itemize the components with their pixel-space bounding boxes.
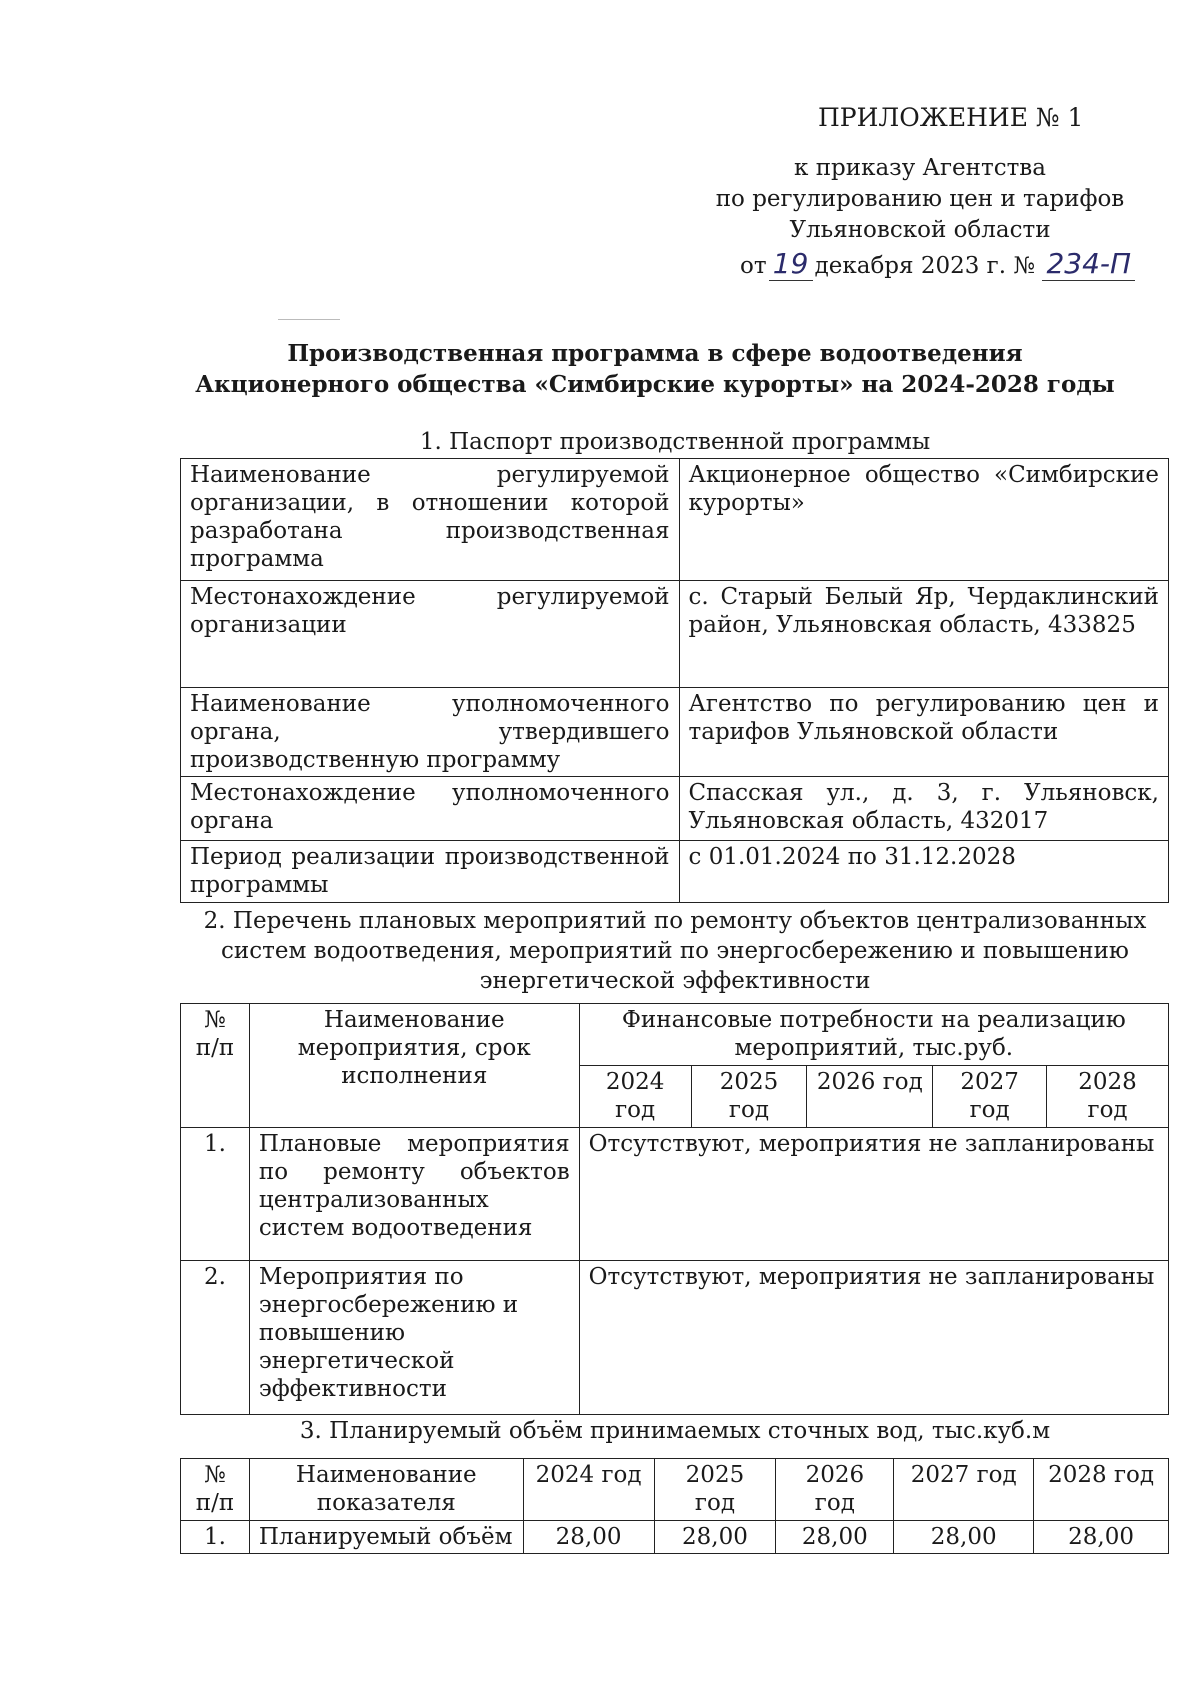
year-header: 2028 год [1047, 1066, 1169, 1128]
table-row [181, 459, 1169, 581]
passport-value: с. Старый Белый Яр, Чердаклинский район, Ульяновская область, 433825 [679, 581, 1168, 688]
year-header: 2026 год [807, 1066, 933, 1128]
order-date-rest: декабря 2023 г. № [814, 253, 1036, 279]
row-number: 2. [181, 1261, 250, 1415]
volume-table [180, 1458, 1169, 1554]
row-number: 1. [181, 1521, 250, 1554]
measure-status: Отсутствуют, мероприятия не запланированы [579, 1128, 1168, 1261]
measure-status: Отсутствуют, мероприятия не запланированы [579, 1261, 1168, 1415]
appendix-line-2: по регулированию цен и тарифов [715, 186, 1125, 212]
document-title-line-1: Производственная программа в сфере водоотведения [287, 340, 1023, 367]
row-number: 1. [181, 1128, 250, 1261]
year-header: 2025 год [654, 1459, 776, 1521]
document-title-line-2: Акционерного общества «Симбирские курорты» на 2024-2028 годы [195, 371, 1115, 398]
year-header: 2024 год [523, 1459, 654, 1521]
scan-artifact [278, 319, 340, 320]
handwritten-order-number: 234-П [1042, 247, 1135, 281]
table-header-row [181, 1459, 1169, 1521]
table-row [181, 777, 1169, 841]
handwritten-day: 19 [769, 247, 813, 281]
passport-label: Наименование уполномоченного органа, утвердившего производственную программу [181, 688, 680, 777]
passport-label: Наименование регулируемой организации, в отношении которой разработана производственная программа [181, 459, 680, 581]
passport-value: с 01.01.2024 по 31.12.2028 [679, 841, 1168, 903]
passport-value: Спасская ул., д. 3, г. Ульяновск, Ульяновская область, 432017 [679, 777, 1168, 841]
year-header: 2027 год [894, 1459, 1034, 1521]
year-header: 2027 год [933, 1066, 1047, 1128]
measures-table [180, 1003, 1169, 1415]
passport-table [180, 458, 1169, 903]
volume-value: 28,00 [894, 1521, 1034, 1554]
year-header: 2028 год [1034, 1459, 1169, 1521]
passport-label: Местонахождение уполномоченного органа [181, 777, 680, 841]
volume-value: 28,00 [654, 1521, 776, 1554]
column-header-name: Наименование мероприятия, срок исполнения [249, 1004, 579, 1128]
table-row [181, 1521, 1169, 1554]
section-2-heading-line-1: 2. Перечень плановых мероприятий по ремонту объектов централизованных [203, 908, 1147, 934]
appendix-line-1: к приказу Агентства [794, 155, 1046, 181]
section-3-heading: 3. Планируемый объём принимаемых сточных вод, тыс.куб.м [299, 1418, 1051, 1444]
column-header-number: № п/п [181, 1004, 250, 1128]
table-row [181, 1128, 1169, 1261]
section-2-heading [180, 906, 1170, 996]
year-header: 2024 год [579, 1066, 691, 1128]
year-header: 2025 год [691, 1066, 807, 1128]
measure-name: Мероприятия по энергосбережению и повышению энергетической эффективности [249, 1261, 579, 1415]
section-1-heading: 1. Паспорт производственной программы [419, 429, 931, 455]
passport-value: Акционерное общество «Симбирские курорты» [679, 459, 1168, 581]
table-row [181, 1261, 1169, 1415]
passport-value: Агентство по регулированию цен и тарифов Ульяновской области [679, 688, 1168, 777]
appendix-line-3: Ульяновской области [789, 217, 1051, 243]
table-row [181, 841, 1169, 903]
volume-value: 28,00 [523, 1521, 654, 1554]
volume-value: 28,00 [776, 1521, 894, 1554]
indicator-name: Планируемый объём [249, 1521, 523, 1554]
year-header: 2026 год [776, 1459, 894, 1521]
document-title [180, 338, 1130, 400]
appendix-title: ПРИЛОЖЕНИЕ № 1 [818, 103, 1084, 132]
table-header-row [181, 1004, 1169, 1066]
section-2-heading-line-2: систем водоотведения, мероприятий по энергосбережению и повышению [221, 938, 1129, 964]
passport-label: Период реализации производственной программы [181, 841, 680, 903]
order-date-prefix: от [740, 253, 767, 279]
table-row [181, 581, 1169, 688]
section-2-heading-line-3: энергетической эффективности [479, 968, 871, 994]
measure-name: Плановые мероприятия по ремонту объектов централизованных систем водоотведения [249, 1128, 579, 1261]
order-date-line [740, 247, 1135, 281]
volume-value: 28,00 [1034, 1521, 1169, 1554]
column-header-number: № п/п [181, 1459, 250, 1521]
passport-label: Местонахождение регулируемой организации [181, 581, 680, 688]
column-header-finance: Финансовые потребности на реализацию мероприятий, тыс.руб. [579, 1004, 1168, 1066]
table-row [181, 688, 1169, 777]
column-header-name: Наименование показателя [249, 1459, 523, 1521]
